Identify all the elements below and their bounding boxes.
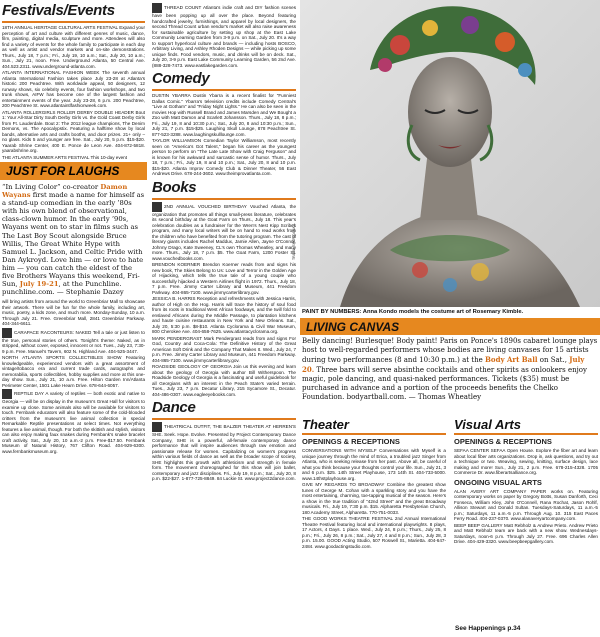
living-canvas-article <box>302 337 598 402</box>
event-date: July 20. <box>302 355 585 374</box>
visual-subheading-ongoing: ONGOING VISUAL ARTS <box>454 477 542 487</box>
book-listing: ROADSIDE GEOLOGY OF GEORGIA Join us this evening and learn about the geology of Georgia with author Bill Witherspoon. The Roadside Geology of Georgia is a fascinating and useful guidebook for all Georgians with an interest in the Peach State's varied terrain. Tues., July 23, 7 p.m. Decatur Library, 215 Sycamore St., Decatur. 404-486-0307. www.eagleeyebooks.com. <box>152 364 296 397</box>
comedy-listing: DUSTIN YBARRA Dustin Ybarra is a recent finalist for "Funniest Dallas Comic." Ybarra's television credits include Comedy Central's "Live at Gotham" and "Friday Night Lights." He can also be seen in the movies Hop with Russell Brand and James Marsden and We Bought a Zoo with Matt Damon and Scarlett Johansson. Thurs., July 18, 8 p.m.; Fri., July 19, 8 and 10:30 p.m.; Sat., July 20, 8 and 10:30 p.m.; Sun., July 21, 7 p.m. $15-$25. Laughing Skull Lounge, 878 Peachtree St. 877-523-3288. www.laughingskulllounge.com. <box>152 93 296 137</box>
laughs-text: first made a name for himself as a stand-up comedian in the early ’80s with his own blend of observational, class-clown humor. In the early ’90s, Wayans went on to star in films such as The Last Boy Scout alongside Bruce Willis, The Great White Hype with Samuel L. Jackson, and Celtic Pride with Dan Aykroyd. Love him — or love to hate him — you can catch the eldest of the five Brothers Wayans this weekend, Fri-Sun, <box>2 191 145 289</box>
laughs-text: , at the Punchline. punchline.com. — Stephanie Dazey <box>2 280 124 297</box>
listing-thumbnail <box>152 3 162 13</box>
body-paint-photo <box>300 0 600 307</box>
laughs-article <box>2 183 145 296</box>
laughs-banner: JUST FOR LAUGHS <box>0 162 147 180</box>
comedy-listing: TAYLOR WILLIAMSON Comedian Taylor Williamson, most recently seen on "America's Got Talent," began his career as the youngest person to perform on "The Late Late Show with Craig Ferguson" and is known for his awkward and sarcastic sense of humor. Thurs., July 18, 7 p.m.; Fri., July 19, 8 and 10 p.m.; Sat., July 20, 8 and 10 p.m. $15-$20. Atlanta Improv Comedy Club & Dinner Theater, 56 East Andrews Drive. 678-244-3602. www.theimprovatlanta.com. <box>152 138 296 176</box>
theater-listing: CONVERSATIONS WITH MYSELF Conversations with Myself is a unique journey through the mind of Erica, a troubled jazz Singer from Atlanta, who is seeking release from her past. Above all, be careful of what you think because your thoughts control your life. Sun., July 21, 3 and 6 p.m. $25. 14th Street Playhouse, 173 14th St. 404-733-5000. www.14thstplayhouse.org. <box>302 448 446 481</box>
section-rule <box>2 21 145 23</box>
comedian-name: Damon Wayans <box>2 183 128 200</box>
book-listing: JESSICA B. HARRIS Reception and refreshments with Jessica Harris, author of High on the Hog. Harris will trace the history of soul food from its roots in traditional West African foodways, and the twill fold to enslaved Africans during the Middle Passage, to plantation kitchens and haute cuisine restaurants in New York and New Orleans. Sat., July 20, 5:30 p.m. $8-$10. Atlanta Cyclorama & Civil War Museum, 800 Cherokee Ave. 404-658-7625. www.atlantacyclorama.org. <box>152 296 296 334</box>
column-visual-arts <box>452 417 600 546</box>
theater-subheading: OPENINGS & RECEPTIONS <box>302 437 400 446</box>
living-text: Three bars will serve absinthe cocktails and other spirits as onlookers enjoy magic, pole dancing, and quasi-naked performances. Tickets ($35) must be purchased in advance and a portion of the proceeds benefits the Chelko Foundation. bodyartball.com. — Thomas Wheatley <box>302 366 587 401</box>
listing-thumbnail <box>2 328 12 338</box>
living-text: Belly dancing! Burlesque! Body paint! Paris on Ponce's 1890s cabaret lounge plays host to well-regarded performers whose bodies are living canvases for 15 artists during two performances (8 and 10:30 p.m.) at the <box>302 337 598 364</box>
column-festivals <box>0 0 147 455</box>
listing-thumbnail <box>152 422 162 432</box>
festival-listing: ATLANTA ROLLERGIRLS ROLLER DERBY DOUBLE HEADER Bout 1: Your All-Star Dirty South Derby Girls vs. the Gold Coast Derby Girls from Ft. Lauderdale. Bout 2: The 2012 league champions, The Denim Demons, vs. The Apocalypstix. Featuring a halftime show by local bands, alternative arts and crafts booths, and door prizes. 21+ only – no glass. Kids 5 and younger are free. Sat., July 20, 5 p.m. $15-$20. Yaarab Shrine Center, 400 E. Ponce de Leon Ave. 404-872-5818. yaarabshrine.org. <box>2 109 145 153</box>
section-rule <box>152 418 296 420</box>
column-theater <box>300 417 448 550</box>
theater-listing: THE GOOD WORKS THEATRE FESTIVAL 2nd Annual International Theatre Festival featuring local and international playwrights. 8 plays, 17 Actors, 4 Days. 1 place. Wed., July 24, 8 p.m.; Thurs., July 25, 8 p.m.; Fri., July 26, 8 p.m.; Sat., July 27, 4 and 8 p.m.; Sun., July 28, 3 p.m. 15.00. GOOD Acting Studio, 507 Roswell St., Marietta. 404-647-2484. www.goodactingstudio.com. <box>302 516 446 549</box>
event-listing <box>2 389 145 454</box>
festivals-title: Festivals/Events <box>2 2 115 19</box>
event-listing <box>2 328 145 355</box>
visual-arts-title: Visual Arts <box>454 417 521 432</box>
festival-listing: 18TH ANNUAL HERITAGE CULTURAL ARTS FESTIVAL Expand your perception of art and culture with different genres of music, dance, film, painting, digital media, sculpture and more. Attendees will also find a variety of events for the whole family to participate in each day as well as artist and vendor markets and on-site demonstrations. Thurs., July 18, 7 p.m.; Fri., July 19, 10 a.m.; Sat., July 20, 10 a.m.; Sun., July 21, noon. Free. Underground Atlanta, 50 Central Ave. 404.523.2311. www.underground-atlanta.com. <box>2 25 145 69</box>
continued-link[interactable]: See Happenings p.34 <box>455 625 521 632</box>
model-illustration <box>300 0 600 307</box>
event-name: Body Art Ball <box>484 355 538 364</box>
section-rule <box>152 198 296 200</box>
festival-listing: ATLANTA INTERNATIONAL FASHION WEEK The seventh annual Atlanta International Fashion takes place July 23-28 at Atlanta's historic 200 Peachtree. With worldwide appeal, 50 designers, 12 runway shows, six celebrity events, four fashion workshops, and two trunk shows, AIFW has become one of the largest fashion and entertainment events of the year. July 23-28, 6 p.m. 200 Peachtree, 200 Peachtree St. www.atlantaintlfashionweek.com. <box>2 70 145 108</box>
comedy-title: Comedy <box>152 70 210 87</box>
photo-caption: PAINT BY NUMBERS: Anna Kondo models the costume art of Rosemary Kimble. <box>302 309 524 315</box>
column-comedy-books <box>150 0 298 483</box>
event-text: THREAD COUNT Atlanta's indie craft and DIY fashion scenes have been popping up all over the place. Beyond featuring handcrafted jewelry, furnishings, and apparel by local designers, the second Thread Count urban vendor's market will also raise awareness for sustainable agriculture by setting up shop at the East Lake Community Learning Garden from 3-9 p.m. on Sat., July 20. It's a way to support hyperlocal culture and brands — including hosts BOSCO, Arbitrary Living, and Ashley Rhoden Designs — while picking up some unique finds. Food vendors, music, and drinks will be on deck. Sat., July 20, 3-9 p.m. East Lake Community Learning Garden, 56 2nd Ave. (888-328-7473. www.eastlakegarden.com. <box>152 5 296 68</box>
book-listing: MARK PENDERGRAST Mark Pendergrast reads from and signs For God, Country and Coca-Cola: The Definitive History of the Great American Soft Drink and the Company That Makes It. Wed., July 24, 7 p.m. Free. Jimmy Carter Library and Museum, 441 Freedom Parkway. 404-865-7100. www.jimmycarterlibrary.gov. <box>152 335 296 363</box>
event-text: CARAPACE RACONTEURS: NAKED Tell a tale or just listen to the true, personal stories of others. Tonight's theme: Naked, as in stripped, without cover, exposed, innocent or not. Tues., July 23, 7:30-9 p.m. Free. Manuel's Tavern, 602 N. Highland Ave. 404-525-3447. <box>2 330 145 354</box>
dance-listing <box>152 422 296 482</box>
listing-thumbnail <box>2 389 12 399</box>
laughs-text: “In Living Color” co-creator <box>2 183 99 191</box>
section-rule <box>454 433 598 435</box>
theater-listing: GIVE MY REGARDS TO BROADWAY Combine the greatest show tunes of George M. Cohan with a sparkling story and you have the most entertaining, charming, toe-tapping musical of the season. Here's a show in the true tradition of "42nd Street" and the great Broadway musicals. Fri., July 19, 7:30 p.m. $15. Alpharetta Presbyterian Church, 180 Academy Street, Alpharetta. 770-751-0033. <box>302 482 446 515</box>
living-text: on Sat., <box>539 356 567 364</box>
dance-text: THEATRICAL OUTFIT, THE BALZER THEATER AT HERREN'S SHE. Seek. Hope. Evolve. Presented by Project Contemporary Dance Company, SHE is a powerful, all-female contemporary dance performance that will inspire audiences through raw emotion and passionate release for women. Capitalizing on women's progress within various fields of dance as well as the broader scope of society, SHE highlights this growth with athleticism and strength in female form. The movement choreographed for this show will join ballet, contemporary and jazz disciplines. Fri., July 19, 8 p.m.; Sat., July 20, 8 p.m. $22-$27. 1-877-725-8849. 84 Luckie St. www.project2dance.com. <box>152 424 296 481</box>
books-title: Books <box>152 178 197 196</box>
visual-listing: BEEP BEEP GALLERY Matt Rebholz & Andrew Prieto. Andrew Prieto and Matt Rebholz team are back with a new show. Wednesdays-Saturdays, noon-6 p.m. Through July 27. Free. 696 Charles Allen Drive. 404-429-3320. www.beepbeepgallery.com. <box>454 522 598 544</box>
visual-subheading: OPENINGS & RECEPTIONS <box>454 437 552 446</box>
theater-title: Theater <box>302 417 349 432</box>
event-listing: NORTH ATLANTA SPORTS COLLECTIBLES SHOW Featuring knowledgeable, experienced vendors with a great assortment of vintage/tobacco era and current trade cards, autographs and memorabilia, sports collectibles, hobby supplies and more at this one-day show. Sun., July 21, 10 a.m. Free. Hilton Garden Inn/Atlanta Perimeter Center, 1501 Lake Hearn Drive. 678-644-6057. <box>2 355 145 388</box>
book-text: 2ND ANNUAL VOUCHED BIRTHDAY Vouched Atlanta, the organization that promotes all things small-press literature, celebrates its second birthday at the Goat Farm on Thurs., July 18. This year's celebration doubles as a fundraiser for the Wren's Nest Kipp Scribes program, and many local writers will be on hand to read works from the children who have benefited from the tutoring program. The cast of literary giants includes Rachel Maddux, Jamie Allen, Jayne O'Connor, Johnny Drago, Kate Sweeney, CL's own Thomas Wheatley, and many more. Thurs., July 18, 7 p.m. $5. The Goat Farm, 1200 Foster St. www.vouchedbooks.com. <box>152 203 296 261</box>
visual-listing: ALAN AVERY ART COMPANY PAPER works on. Featuring contemporary works on paper by Gregory Botts, Susan Danforth, Ceci Fonseca, William Kley, John O'Connell, Rana Rochat, Jason Rohlf, Allison Stewart and Donald Sultan. Tuesdays-Saturdays, 11 a.m.-5 p.m.; Saturdays, 11 a.m.-5 p.m. Through Aug. 10. 315 East Paces Ferry Road. 404-237-0370. www.alanaveryartcompany.com. <box>454 488 598 521</box>
book-listing <box>152 202 296 262</box>
section-rule <box>302 433 446 435</box>
book-listing: BRENDON KOERNER Brendon Koerner reads from and signs his new book, The Skies Belong to Us: Love and Terror in the Golden Age of Hijacking, which tells the true tale of a young couple who successfully hijacked a Western Airlines flight in 1972. Thurs., July 18, 7 p.m. Free. Jimmy Carter Library and Museum, 441 Freedom Parkway. 404-865-7100. www.jimmycarterlibrary.gov. <box>152 262 296 295</box>
event-listing: will bring artists from around the world to Greenbriar Mall to showcase their artwork. There will be fun for the whole family, including art, music, poetry, a kids zone, and much more. Monday-Sunday, 10 a.m. Through July 21. Free. Greenbriar Mall, 2841 Greenbriar Parkway. 404-344-6611. <box>2 299 145 327</box>
dance-title: Dance <box>152 399 196 416</box>
event-listing <box>152 3 296 68</box>
festival-listing: THE ATLANTA SUMMER ARTS FESTIVAL This 10-day event <box>2 154 128 160</box>
visual-listing: SEFAA CENTER SEFAA Open House. Explore the fiber art and learn about local fiber arts organizations. Drop in, ask questions, and try out a technique or two. Weaving, sewing, knitting, surface design, lace making and more! Sun., July 21, 2 p.m. Free. 678-215-4328. 1705 Commerce Dr. www.fiberartsalliance.org. <box>454 448 598 475</box>
photo-credit: TRAVIS SHERIDAN/CL <box>292 223 296 260</box>
laughs-date: July 19-21 <box>19 280 59 289</box>
living-canvas-banner: LIVING CANVAS <box>300 318 600 335</box>
listing-thumbnail <box>152 202 162 212</box>
event-text: REPTILE DAY A variety of reptiles — both exotic and native to Georgia — will be on display in the museum's Great Hall for visitors to examine up close. Some animals also will be available for visitors to touch. Fernbank educators will also feature some of the cold-blooded critters from the museum's live animal collection in special Remarkable Reptile presentations at select times. Not everything features a live animal, though. For both the skittish and stylish, visitors can also enjoy making faux snakes during Fernbank's snake bracelet craft activity. Sat., July 20, 10 a.m.-2 p.m. Free-$17.50. Fernbank Museum of Natural History, 767 Clifton Road. 404-929-6300. www.fernbankmuseum.org. <box>2 391 145 454</box>
section-rule <box>152 89 296 91</box>
